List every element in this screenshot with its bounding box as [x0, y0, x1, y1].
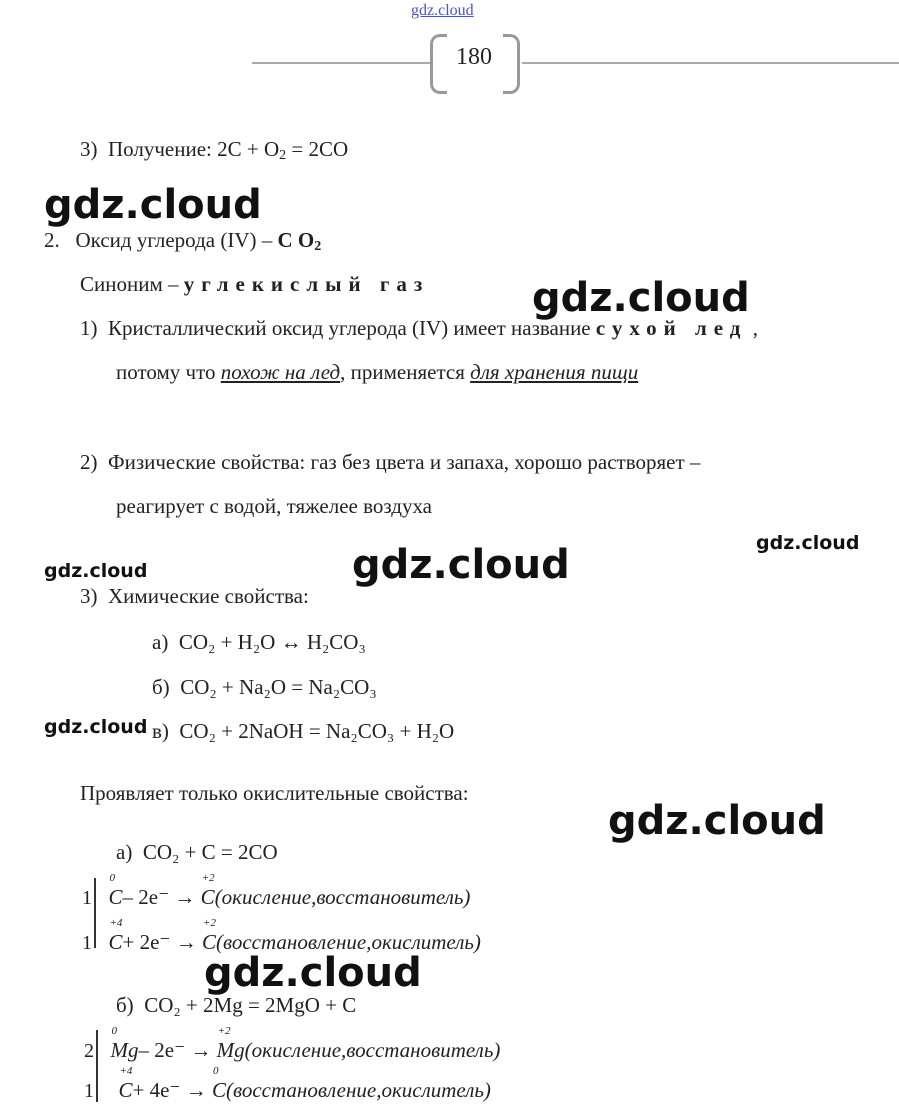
item-text: Химические свойства: [108, 584, 309, 608]
section-label: 2. [44, 228, 60, 252]
item-label: 3) [80, 137, 98, 161]
item-text: Получение: 2C + O [108, 137, 280, 161]
electron-transfer: + 4e⁻ → [132, 1078, 213, 1102]
header-rule-left [252, 62, 430, 64]
item2-line2: реагирует с водой, тяжелее воздуха [116, 494, 433, 518]
element: C [200, 885, 215, 909]
coefficient: 1 [84, 1080, 94, 1102]
oxidizing-b-equation [116, 995, 356, 1016]
synonym-line [80, 274, 429, 295]
watermark: gdz.cloud [532, 275, 750, 321]
oxidation-state: +2 [201, 872, 215, 884]
reaction-equation: CO₂ + C = 2CO [142, 840, 278, 864]
reaction-c [152, 721, 454, 742]
item-text-rest: = 2CO [286, 137, 349, 161]
header-rule-right [522, 62, 899, 64]
item1-line1 [80, 318, 758, 339]
section-formula: C O [277, 228, 315, 252]
oxidation-state: 0 [111, 1025, 117, 1037]
oxidation-state: +2 [217, 1025, 231, 1037]
item1-line2 [116, 362, 638, 383]
reaction-label: б) [152, 675, 170, 699]
watermark: gdz.cloud [204, 950, 422, 996]
section-formula-sub: 2 [314, 239, 322, 254]
reaction-label: в) [152, 719, 169, 743]
electron-balance-line [82, 872, 471, 910]
comma: , [747, 316, 758, 340]
sub-index: 2 [279, 148, 287, 163]
item-label: 2) [80, 450, 98, 474]
watermark: gdz.cloud [756, 532, 860, 554]
oxidizing-title: Проявляет только окислительные свойства: [80, 781, 469, 805]
element: Mg [216, 1038, 245, 1062]
element: C [212, 1078, 227, 1102]
oxidation-state: 0 [213, 1065, 219, 1077]
watermark: gdz.cloud [608, 798, 826, 844]
reaction-label: а) [152, 630, 169, 654]
item-text: потому что [116, 360, 221, 384]
coefficient: 1 [82, 932, 92, 954]
reaction-equation: CO₂ + H₂O ↔ H₂CO₃ [178, 630, 366, 654]
process-note: (окисление,восстановитель) [244, 1038, 501, 1062]
item3-obtain [80, 137, 349, 163]
electron-transfer: – 2e⁻ → [122, 885, 201, 909]
oxidizing-a-equation [116, 842, 278, 863]
process-note: (окисление,восстановитель) [214, 885, 471, 909]
element: Mg [110, 1038, 139, 1062]
item-text: Кристаллический оксид углерода (IV) имеет название [108, 316, 596, 340]
section2-heading [44, 228, 322, 254]
page-number-bracket-right [503, 34, 520, 94]
oxidation-state: +4 [109, 917, 123, 929]
electron-balance-line [84, 1065, 491, 1103]
synonym-value: углекислый газ [183, 272, 430, 296]
item2-line1 [80, 452, 700, 473]
watermark: gdz.cloud [44, 716, 148, 738]
reaction-label: б) [116, 993, 134, 1017]
element: C [108, 885, 123, 909]
reaction-equation: CO₂ + Na₂O = Na₂CO₃ [180, 675, 377, 699]
oxidation-state: +4 [119, 1065, 133, 1077]
coefficient: 2 [84, 1040, 94, 1062]
answer-underlined: похож на лед [220, 360, 341, 384]
oxidation-state: +2 [203, 917, 216, 929]
element: C [202, 930, 217, 954]
item-label: 3) [80, 584, 98, 608]
dry-ice-name: сухой лед [595, 316, 748, 340]
reaction-b [152, 677, 377, 698]
element: C [118, 1078, 133, 1102]
answer-underlined: для хранения пищи [470, 360, 639, 384]
page-number-bracket-left [430, 34, 447, 94]
synonym-label: Синоним – [80, 272, 184, 296]
watermark: gdz.cloud [352, 542, 570, 588]
header-watermark-link[interactable]: gdz.cloud [411, 2, 474, 19]
coefficient: 1 [82, 887, 92, 909]
watermark: gdz.cloud [44, 182, 262, 228]
electron-transfer: + 2e⁻ → [122, 930, 203, 954]
electron-balance-line [84, 1025, 501, 1063]
reaction-equation: CO₂ + 2NaOH = Na₂CO₃ + H₂O [179, 719, 455, 743]
oxidation-state: 0 [109, 872, 115, 884]
page-number: 180 [456, 44, 492, 70]
reaction-equation: CO₂ + 2Mg = 2MgO + C [144, 993, 357, 1017]
electron-transfer: – 2e⁻ → [138, 1038, 217, 1062]
item-label: 1) [80, 316, 98, 340]
reaction-label: а) [116, 840, 133, 864]
process-note: (восстановление,окислитель) [226, 1078, 491, 1102]
process-note: (восстановление,окислитель) [216, 930, 481, 954]
watermark: gdz.cloud [44, 560, 148, 582]
item3-chem-title [80, 586, 309, 607]
item-text: , применяется [340, 360, 471, 384]
element: C [108, 930, 123, 954]
item-text: Физические свойства: газ без цвета и запаха, хорошо растворяет – [108, 450, 701, 474]
section-title: Оксид углерода (IV) – [75, 228, 278, 252]
reaction-a [152, 632, 366, 653]
